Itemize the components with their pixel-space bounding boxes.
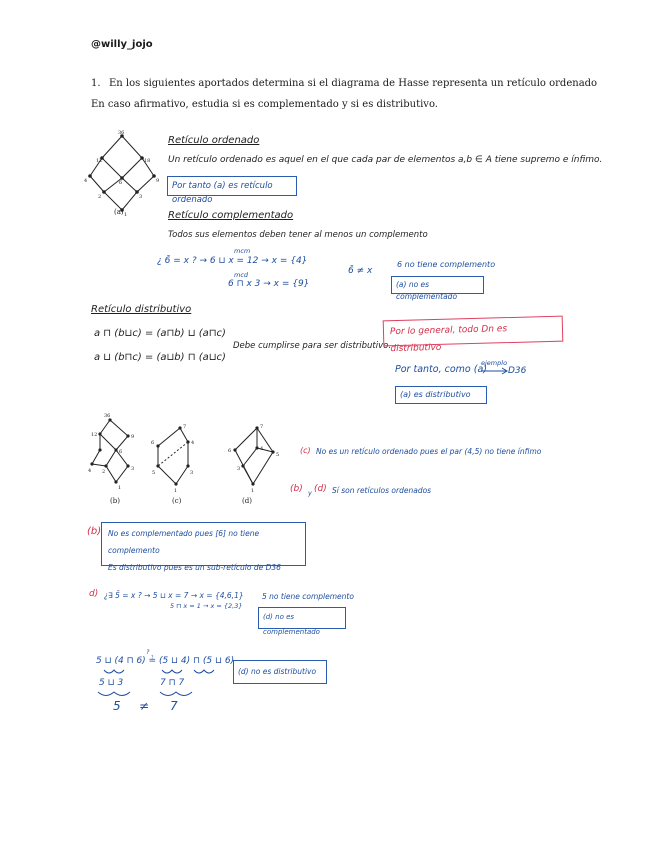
hasse-diagram-b [88, 412, 148, 492]
node-label: 5 [152, 470, 156, 476]
section-d-not-distributive-text: (d) no es distributivo [238, 667, 317, 676]
conclusion-text: Por tanto (a) es retículo ordenado [172, 181, 273, 205]
calc-question-mark: ? [146, 648, 150, 656]
node-label: 9 [131, 434, 135, 440]
problem-line-1: En los siguientes aportados determina si el diagrama de Hasse representa un retículo ordenado [109, 78, 598, 89]
c-note: No es un retículo ordenado pues el par (4,5) no tiene ínfimo [316, 447, 542, 456]
result-right: 7 [170, 699, 178, 713]
node-label: 2 [98, 194, 102, 200]
problem-number: 1. [91, 78, 101, 89]
c-note-label: (c) [300, 446, 311, 455]
calc-line-1: 5 ⊔ (4 ⊓ 6) ≟ (5 ⊔ 4) ⊓ (5 ⊔ 6) [96, 656, 235, 666]
general-rule-text: Por lo general, todo Dn es distributivo [389, 324, 508, 355]
node-label: 3 [237, 466, 241, 472]
node-label: 4 [260, 446, 264, 452]
section-d-label: d) [89, 589, 99, 599]
heading-reticulo-ordenado: Retículo ordenado [168, 135, 260, 146]
node-label: 6 [228, 448, 232, 454]
distributive-box-a [395, 386, 487, 404]
node-label: 4 [191, 440, 195, 446]
section-d-not-complemented-text: (d) no es complementado [263, 613, 320, 636]
distributive-note: Debe cumplirse para ser distributivo. [233, 341, 392, 351]
hasse-diagram-c [150, 422, 210, 502]
node-label: 36 [118, 130, 125, 136]
node-label: 7 [260, 424, 264, 430]
definition-text: Un retículo ordenado es aquel en el que cada par de elementos a,b ∈ A tiene supremo e ínfimo. [168, 155, 603, 165]
calc-right: 7 ⊓ 7 [160, 678, 185, 688]
implies-arrow [480, 367, 510, 375]
distributive-law-2: a ⊔ (b⊓c) = (a⊔b) ⊓ (a⊔c) [94, 352, 226, 363]
node-label: 3 [139, 194, 143, 200]
result-neq: ≠ [139, 699, 150, 713]
section-b-line-1: No es complementado pues [6] no tiene complemento [108, 529, 260, 555]
node-label: 2 [102, 469, 106, 475]
section-b-label: (b) [87, 526, 102, 537]
node-label: 4 [84, 178, 88, 184]
node-label: 4 [88, 468, 92, 474]
heading-reticulo-distributivo: Retículo distributivo [91, 304, 192, 315]
node-label: 12 [96, 158, 103, 164]
node-label: 7 [183, 424, 187, 430]
complement-rule: Todos sus elementos deben tener al menos un complemento [168, 230, 428, 240]
problem-line-2: En caso afirmativo, estudia si es complementado y si es distributivo. [91, 99, 438, 110]
result-left: 5 [113, 699, 121, 713]
node-label: 5 [276, 452, 280, 458]
section-b-box [101, 522, 306, 572]
not-complemented-box-a [391, 276, 484, 301]
mcd-note: mcd [234, 271, 249, 279]
node-label: 12 [91, 432, 98, 438]
mcm-note: mcm [234, 247, 251, 255]
node-label: 3 [131, 466, 135, 472]
node-label: 6 [119, 180, 123, 186]
node-label: 1 [124, 212, 128, 218]
bd-label-b: (b) [290, 484, 303, 494]
d36-label: D36 [508, 366, 527, 376]
node-label: 6 [151, 440, 155, 446]
section-d-not-complemented-box [258, 607, 346, 636]
general-rule-box [383, 316, 564, 355]
no-complement-text: 6 no tiene complemento [397, 260, 496, 269]
bd-note: Sí son retículos ordenados [332, 486, 432, 495]
bd-mid: y [308, 489, 312, 497]
section-d-eq: ¿∃ 5̄ = x ? → 5 ⊔ x = 7 → x = {4,6,1} [104, 591, 244, 600]
section-b-line-2: Es distributivo pues es un sub-retículo de D36 [108, 563, 281, 572]
section-d-no-complement: 5 no tiene complemento [262, 592, 354, 601]
diagram-c-caption: (c) [172, 497, 182, 505]
section-d-eq2: 5 ⊓ x = 1 → x = {2,3} [170, 602, 243, 610]
section-d-not-distributive-box [233, 660, 327, 684]
diagram-d-caption: (d) [242, 497, 252, 505]
node-label: 18 [144, 158, 151, 164]
author-handle: @willy_jojo [91, 39, 153, 50]
node-label: 1 [174, 488, 178, 494]
hasse-diagram-d [225, 422, 285, 502]
ejemplo-note: ejemplo [481, 359, 508, 367]
node-label: 1 [118, 485, 122, 491]
node-label: 3 [190, 470, 194, 476]
equation-1: ¿ 6̄ = x ? → 6 ⊔ x = 12 → x = {4} [157, 256, 308, 266]
not-complemented-text: (a) no es complementado [396, 280, 458, 301]
node-label: 9 [156, 178, 160, 184]
node-label: 36 [104, 413, 111, 419]
por-tanto-text: Por tanto, como (a) [395, 364, 487, 375]
equation-2: 6 ⊓ x 3 → x = {9} [228, 279, 310, 289]
diagram-a-caption: (a) [114, 208, 124, 216]
node-label: 6 [119, 449, 123, 455]
node-label: 1 [251, 488, 255, 494]
calc-left: 5 ⊔ 3 [99, 678, 124, 688]
distributive-text: (a) es distributivo [400, 390, 471, 399]
conclusion-box-a [167, 176, 297, 205]
diagram-b-caption: (b) [110, 497, 120, 505]
distributive-law-1: a ⊓ (b⊔c) = (a⊓b) ⊔ (a⊓c) [94, 328, 226, 339]
bd-label-d: (d) [314, 484, 327, 494]
neq-statement: 6̄ ≠ x [348, 266, 373, 276]
heading-reticulo-complementado: Retículo complementado [168, 210, 294, 221]
